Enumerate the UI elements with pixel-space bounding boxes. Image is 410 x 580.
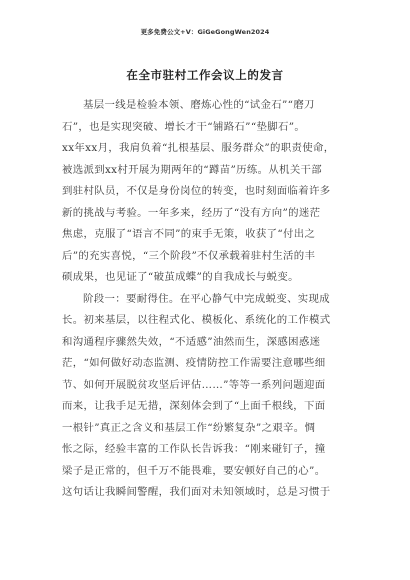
body-line: 一根针”真正之含义和基层工作“纷繁复杂”之艰辛。惆 bbox=[62, 421, 316, 434]
body-line: 和沟通程序骤然失效，“不适感”油然而生，深感困惑迷 bbox=[62, 335, 321, 348]
body-line: 茫，“如何做好动态监测、疫情防控工作需要注意哪些细 bbox=[62, 357, 326, 369]
body-line: 梁子是正常的，但千万不能畏难，要安顿好自己的心”。 bbox=[62, 464, 326, 477]
body-line: 而来，让我手足无措，深刻体会到了“上面千根线，下面 bbox=[62, 400, 326, 412]
body-line: xx年xx月，我肩负着“扎根基层、服务群众”的职责使命， bbox=[62, 142, 335, 154]
body-line: 后”的充实喜悦，“三个阶段”不仅承载着驻村生活的丰 bbox=[62, 249, 316, 262]
body-line: 石”，也是实现突破、增长才干“铺路石”“垫脚石”。 bbox=[62, 120, 306, 133]
header-note: 更多免费公文+V：GiGeGongWen2024 bbox=[140, 28, 270, 36]
body-line: 新的挑战与考验。一年多来，经历了“没有方向”的迷茫 bbox=[62, 206, 321, 219]
body-line: 节、如何开展脱贫攻坚后评估……”等等一系列问题迎面 bbox=[62, 378, 326, 391]
body-line: 长。初来基层，以往程式化、模板化、系统化的工作模式 bbox=[62, 314, 331, 326]
body-line: 焦虑，克服了“语言不同”的束手无策，收获了“付出之 bbox=[62, 228, 316, 240]
body-line: 硕成果，也见证了“破茧成蝶”的自我成长与蜕变。 bbox=[62, 271, 299, 283]
body-line: 怅之际，经验丰富的工作队长告诉我：“刚来碰钉子，撞 bbox=[62, 443, 326, 455]
body-line: 基层一线是检验本领、磨炼心性的“试金石”“磨刀 bbox=[83, 99, 315, 111]
body-line: 到驻村队员，不仅是身份岗位的转变，也时刻面临着许多 bbox=[62, 185, 331, 197]
body-line: 被选派到xx村开展为期两年的“蹲苗”历练。从机关干部 bbox=[62, 163, 323, 176]
document-title: 在全市驻村工作会议上的发言 bbox=[126, 68, 284, 82]
document-body bbox=[62, 95, 348, 504]
body-line: 阶段一：要耐得住。在平心静气中完成蜕变、实现成 bbox=[83, 292, 331, 305]
body-line: 这句话让我瞬间警醒，我们面对未知领域时，总是习惯于 bbox=[62, 486, 331, 498]
